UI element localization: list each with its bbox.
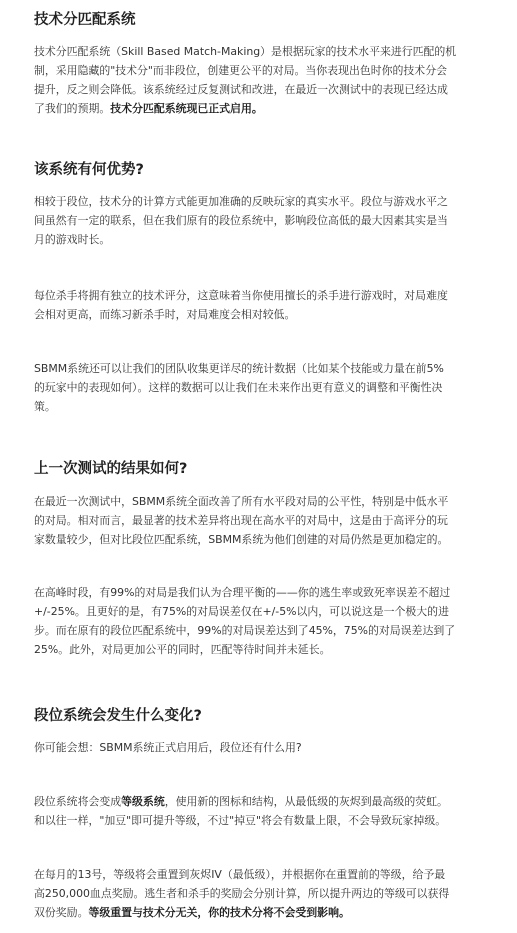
text-run: 的玩家中的表现如何）。这样的数据可以让我们在未来作出更有意义的调整和平衡性决 [34, 381, 443, 394]
paragraph-monthly-reset [34, 865, 500, 922]
text-run: +/-25%。且更好的是，有75%的对局误差仅在+/-5%以内，可以说这是一个极大的进 [34, 605, 449, 618]
text-run: 在最近一次测试中，SBMM系统全面改善了所有水平段对局的公平性，特别是中低水平 [34, 495, 449, 508]
text-run: 策。 [34, 400, 56, 413]
text-line [34, 583, 500, 602]
section-heading-test-results: 上一次测试的结果如何? [34, 461, 188, 477]
bold-text-run: 等级重置与技术分无关，你的技术分将不会受到影响。 [88, 906, 350, 919]
text-line [34, 230, 500, 249]
text-line [34, 738, 500, 757]
text-line [34, 61, 500, 80]
text-line [34, 492, 500, 511]
text-run: ，使用新的图标和结构，从最低级的灰烬到最高级的荧虹。 [164, 795, 448, 808]
paragraph-test-fairness [34, 492, 500, 549]
text-run: 和以往一样，"加豆"即可提升等级，不过"掉豆"将会有数量上限，不会导致玩家掉级。 [34, 814, 447, 827]
text-run: 相较于段位，技术分的计算方式能更加准确的反映玩家的真实水平。段位与游戏水平之 [34, 195, 448, 208]
text-line [34, 530, 500, 549]
text-run: 在每月的13号，等级将会重置到灰烬IV（最低级），并根据你在重置前的等级，给予最 [34, 868, 446, 881]
text-line [34, 884, 500, 903]
paragraph-grade-system [34, 792, 500, 830]
text-line [34, 621, 500, 640]
section-heading-advantages: 该系统有何优势? [34, 162, 144, 178]
text-line [34, 211, 500, 230]
text-line [34, 42, 500, 61]
text-run: 高250,000血点奖励。逃生者和杀手的奖励会分别计算，所以提升两边的等级可以获得 [34, 887, 450, 900]
section-heading-rank-changes: 段位系统会发生什么变化? [34, 708, 202, 724]
paragraph-peak-hours [34, 583, 500, 659]
paragraph-killer-rating [34, 286, 500, 324]
text-line [34, 602, 500, 621]
paragraph-accuracy [34, 192, 500, 249]
text-line [34, 359, 500, 378]
text-run: 技术分匹配系统（Skill Based Match-Making）是根据玩家的技术水平来进行匹配的机 [34, 45, 457, 58]
text-run: 25%。此外，对局更加公平的同时，匹配等待时间并未延长。 [34, 643, 331, 656]
text-run: 步。而在原有的段位匹配系统中，99%的对局误差达到了45%，75%的对局误差达到了 [34, 624, 456, 637]
text-run: 了我们的预期。 [34, 102, 111, 115]
text-run: 月的游戏时长。 [34, 233, 111, 246]
bold-text-run: 等级系统 [121, 795, 165, 808]
text-line [34, 640, 500, 659]
text-run: 间虽然有一定的联系，但在我们原有的段位系统中，影响段位高低的最大因素其实是当 [34, 214, 448, 227]
text-run: 段位系统将会变成 [34, 795, 122, 808]
paragraph-question [34, 738, 500, 757]
text-run: 每位杀手将拥有独立的技术评分，这意味着当你使用擅长的杀手进行游戏时，对局难度 [34, 289, 448, 302]
text-line [34, 80, 500, 99]
text-run: 家数量较少，但对比段位匹配系统，SBMM系统为他们创建的对局仍然是更加稳定的。 [34, 533, 449, 546]
text-line [34, 99, 500, 118]
section-heading-skill-matchmaking: 技术分匹配系统 [34, 12, 136, 28]
text-line [34, 286, 500, 305]
text-line [34, 811, 500, 830]
text-line [34, 378, 500, 397]
text-line [34, 192, 500, 211]
paragraph-statistics [34, 359, 500, 416]
text-line [34, 305, 500, 324]
text-run: 你可能会想：SBMM系统正式启用后，段位还有什么用? [34, 741, 302, 754]
text-line [34, 903, 500, 922]
text-run: 制，采用隐藏的"技术分"而非段位，创建更公平的对局。当你表现出色时你的技术分会 [34, 64, 447, 77]
text-line [34, 397, 500, 416]
text-line [34, 511, 500, 530]
text-run: 在高峰时段，有99%的对局是我们认为合理平衡的——你的逃生率或致死率误差不超过 [34, 586, 451, 599]
text-run: 双份奖励。 [34, 906, 89, 919]
text-line [34, 792, 500, 811]
text-run: 的对局。相对而言，最显著的技术差异将出现在高水平的对局中，这是由于高评分的玩 [34, 514, 448, 527]
text-run: 会相对更高，而练习新杀手时，对局难度会相对较低。 [34, 308, 296, 321]
bold-text-run: 技术分匹配系统现已正式启用。 [110, 102, 263, 115]
text-line [34, 865, 500, 884]
text-run: 提升，反之则会降低。该系统经过反复测试和改进，在最近一次测试中的表现已经达成 [34, 83, 448, 96]
paragraph-sbmm-intro [34, 42, 500, 118]
text-run: SBMM系统还可以让我们的团队收集更详尽的统计数据（比如某个技能或力量在前5% [34, 362, 444, 375]
